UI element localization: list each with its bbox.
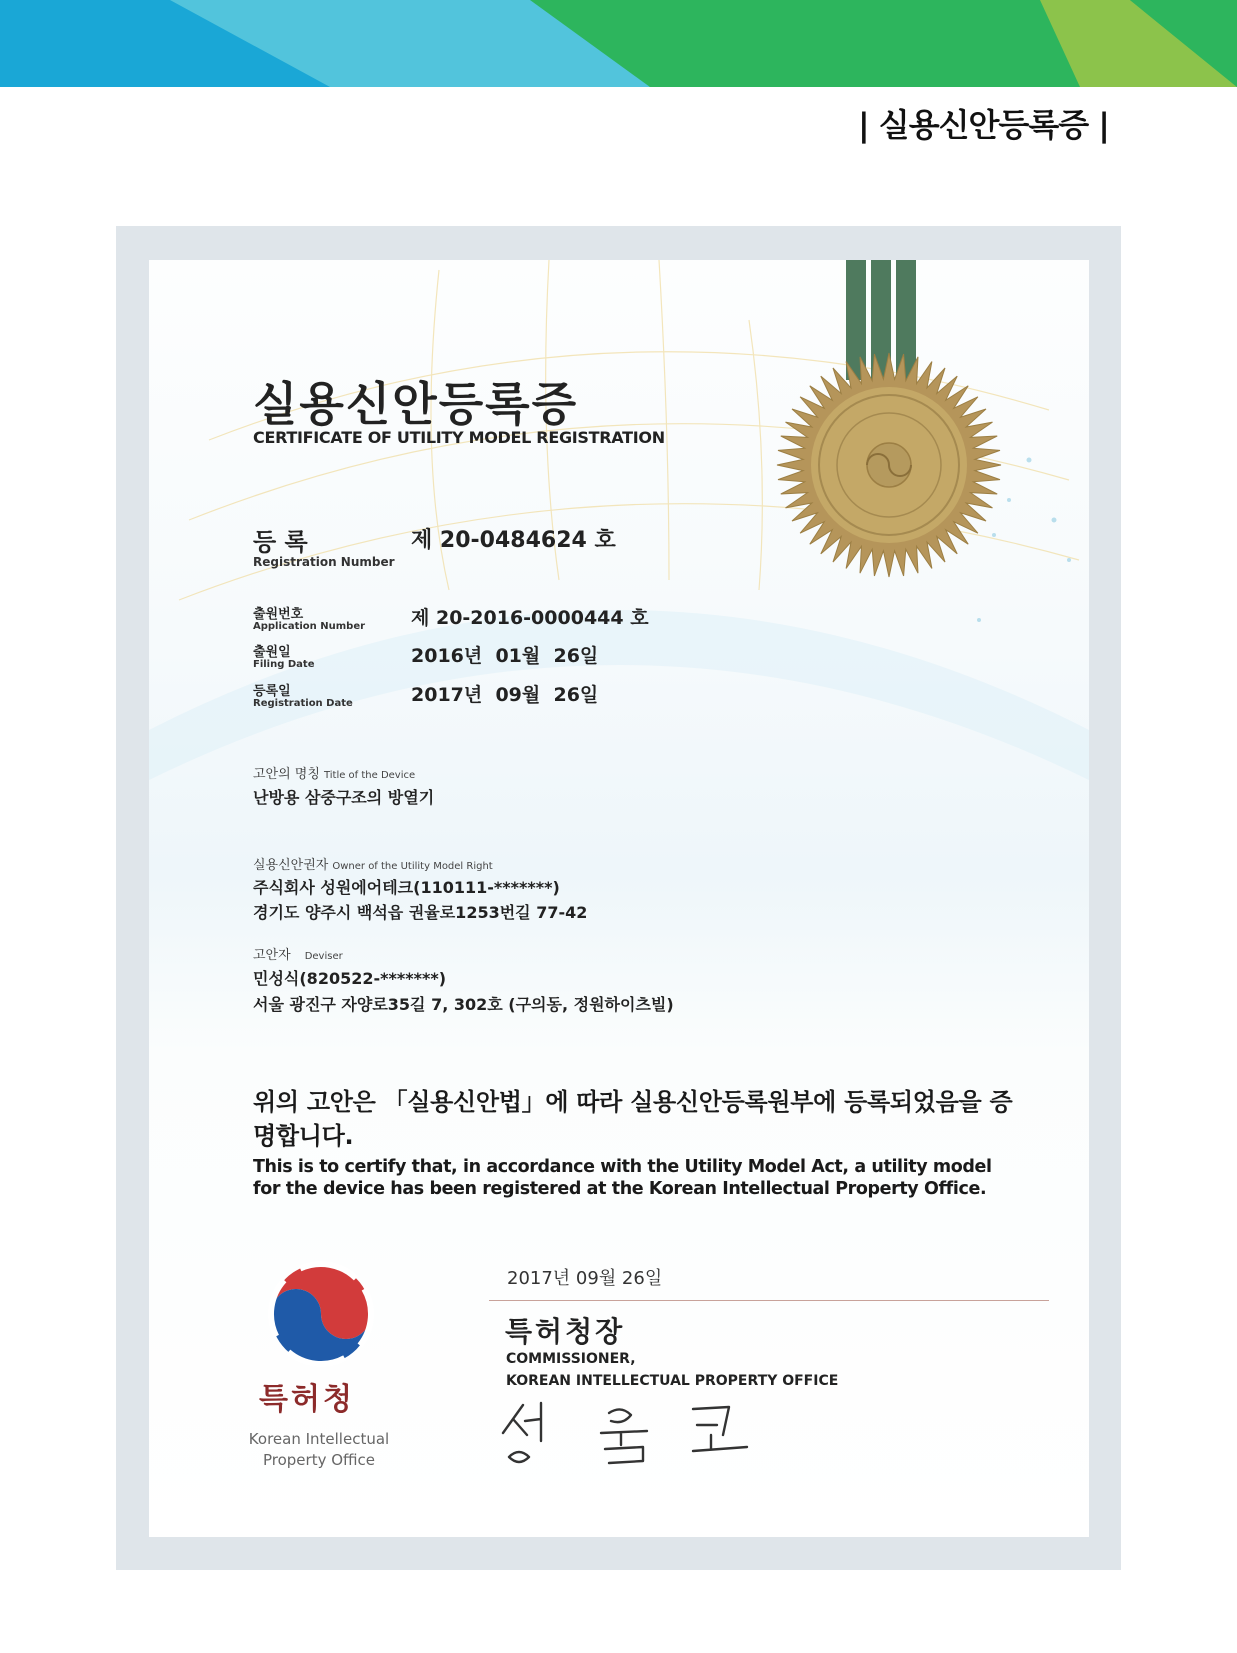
commissioner-title-ko: 특허청장: [505, 1315, 626, 1348]
certification-statement-ko: 위의 고안은 「실용신안법」에 따라 실용신안등록원부에 등록되었음을 증명합니다.: [253, 1088, 1013, 1150]
commissioner-title-en-line1: COMMISSIONER,: [506, 1351, 636, 1367]
issue-divider: [489, 1300, 1049, 1301]
gold-seal-icon: [777, 353, 1001, 577]
seal-ribbon: [846, 260, 916, 380]
certificate: [149, 260, 1089, 1537]
registration-number: 제 20-0484624 호: [411, 528, 616, 553]
kipo-taegeuk-logo-icon: [267, 1260, 375, 1368]
device-title: 난방용 삼중구조의 방열기: [253, 788, 435, 807]
registration-label-en: Registration Number: [253, 555, 395, 569]
owner-address: 경기도 양주시 백석읍 권율로1253번길 77-42: [253, 903, 588, 922]
device-title-label: [253, 763, 415, 782]
kipo-name-en-line2: Property Office: [262, 1451, 376, 1469]
owner-name: 주식회사 성원에어테크(110111-*******): [253, 878, 560, 897]
deviser-label-en: Deviser: [304, 951, 343, 962]
application-label-en: Application Number: [253, 621, 366, 632]
owner-label: [253, 854, 493, 873]
registration-date: 2017년 09월 26일: [411, 684, 599, 706]
commissioner-title-en-line2: KOREAN INTELLECTUAL PROPERTY OFFICE: [506, 1373, 839, 1389]
certificate-title: 실용신안등록증: [253, 377, 579, 431]
registration-date-label-en: Registration Date: [253, 698, 353, 709]
application-number: 제 20-2016-0000444 호: [411, 607, 649, 629]
kipo-name-ko: 특허청: [259, 1382, 355, 1417]
deviser-label: [253, 944, 343, 963]
certificate-subtitle: CERTIFICATE OF UTILITY MODEL REGISTRATION: [253, 428, 665, 447]
owner-label-en: Owner of the Utility Model Right: [332, 861, 493, 872]
top-banner: [0, 0, 1237, 87]
registration-date-label: 등록일: [253, 684, 291, 699]
filing-date: 2016년 01월 26일: [411, 645, 599, 667]
issue-date: 2017년 09월 26일: [507, 1268, 663, 1289]
page-heading: | 실용신안등록증 |: [857, 106, 1109, 144]
device-title-label-en: Title of the Device: [323, 770, 416, 781]
application-label: 출원번호: [253, 607, 304, 622]
filing-label: 출원일: [253, 645, 291, 660]
signature-icon: [497, 1395, 797, 1475]
registration-label: 등 록: [253, 528, 308, 556]
deviser-address: 서울 광진구 자양로35길 7, 302호 (구의동, 정원하이츠빌): [253, 995, 674, 1014]
filing-label-en: Filing Date: [253, 659, 315, 670]
deviser-name: 민성식(820522-*******): [253, 969, 447, 988]
certification-statement-en: This is to certify that, in accordance with the Utility Model Act, a utility model for the device has been registered at the Korean Intellectual Property Office.: [253, 1157, 992, 1199]
deviser-label-ko: 고안자: [253, 948, 291, 963]
kipo-name-en-line1: Korean Intellectual: [248, 1430, 390, 1448]
device-title-label-ko: 고안의 명칭: [253, 767, 320, 782]
owner-label-ko: 실용신안권자: [253, 858, 329, 873]
